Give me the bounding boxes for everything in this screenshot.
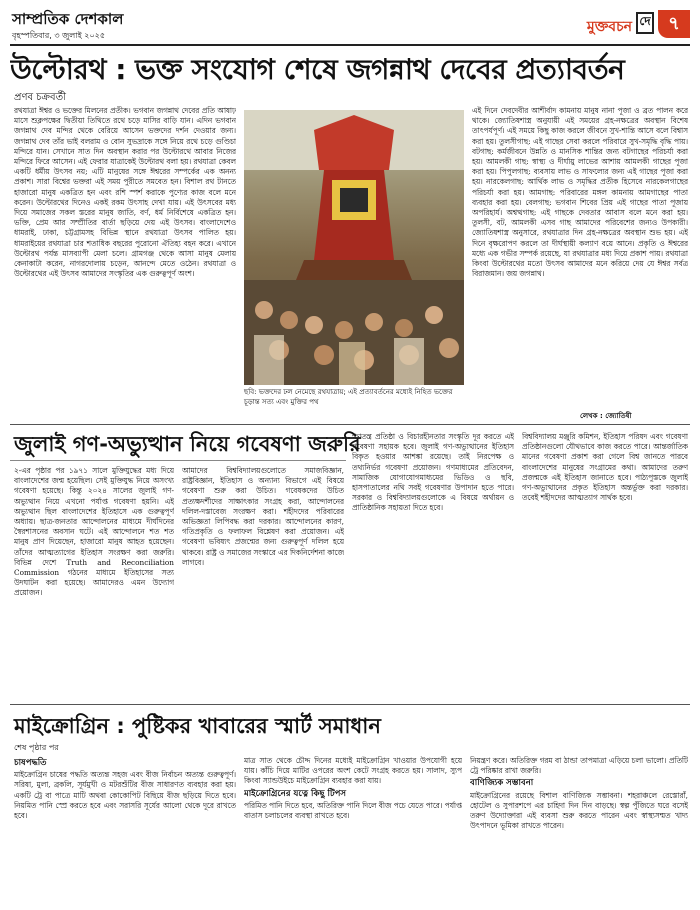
section-name: মুক্তবচন — [586, 19, 632, 35]
story2-column-3 — [352, 432, 514, 698]
masthead-divider — [10, 44, 690, 46]
story3-body-1: মাইক্রোগ্রিন চাষের পদ্ধতি অত্যন্ত সহজ এবং বীজ নির্বাচন অত্যন্ত গুরুত্বপূর্ণ। সরিষা, মুলা, ব্রকলি, সূর্যমুখী ও মটরশুঁটির বীজ সাধারণত ব্যবহার করা হয়। একটি ট্রে বা পাত্রে মাটি অথবা কোকোপিট বিছিয়ে বীজ ছড়িয়ে দিতে হবে। নিয়মিত পানি স্প্রে করতে হবে এবং সরাসরি সূর্যের আলো থেকে দূরে রাখতে হবে। — [14, 770, 236, 821]
story3-subhead-cultivation: চাষপদ্ধতি — [14, 758, 47, 768]
issue-date: বৃহস্পতিবার, ৩ জুলাই ২০২৫ — [12, 31, 106, 40]
rathayatra-photo — [244, 110, 464, 385]
story3-divider — [10, 704, 690, 705]
page-number: ৭ — [658, 10, 690, 38]
paper-logo-icon: দে — [636, 12, 654, 34]
story2-body-4: বিশ্ববিদ্যালয় মঞ্জুরি কমিশন, ইতিহাস পরিষদ এবং গবেষণা প্রতিষ্ঠানগুলো যৌথভাবে কাজ করতে পারে। আন্তর্জাতিক মানের গবেষণা প্রকাশ করা গেলে বিশ্ব জানতে পারবে বাংলাদেশের মানুষের সংগ্রামের কথা। আমাদের তরুণ প্রজন্মকে এই ইতিহাস জানাতে হবে। পাঠ্যপুস্তকে জুলাই গণ-অভ্যুত্থানের প্রকৃত ইতিহাস অন্তর্ভুক্ত করা দরকার। তবেই শহীদদের আত্মত্যাগ সার্থক হবে। — [522, 432, 688, 503]
story2-headline: জুলাই গণ-অভ্যুত্থান নিয়ে গবেষণা জরুরি — [14, 432, 361, 456]
story2-column-2 — [182, 466, 344, 698]
photo-caption: ছবি: ভক্তদের ঢল নেমেছে রথযাত্রায়; এই প্রত্যাবর্তনের মধ্যেই নিহিত ভক্তের চূড়ান্ত সত্য এবং মুক্তির পথ — [244, 388, 453, 406]
story1-byline: প্রণব চক্রবর্তী — [14, 92, 66, 103]
story3-column-3 — [470, 756, 688, 904]
masthead — [10, 6, 690, 46]
story2-headline-rule — [10, 460, 346, 461]
story1-body-right: এই দিনে দেবদেবীর আশীর্বাদ কামনায় মানুষ নানা পূজা ও ব্রত পালন করে থাকে। জ্যোতিষশাস্ত্র অনুযায়ী এই সময়ের গ্রহ-নক্ষত্রের অবস্থান বিশেষ তাৎপর্যপূর্ণ। এই সময়ে কিছু কাজ করলে জীবনে সুখ-শান্তি আসে বলে বিশ্বাস করা হয়। তুলসীগাছ: এই গাছের সেবা করলে পরিবারে সুখ-সমৃদ্ধি বৃদ্ধি পায়। বটগাছ: কর্মজীবনে উন্নতি ও মানসিক শান্তির জন্য বটগাছের পরিচর্যা করা হয়। আমলকী গাছ: স্বাস্থ্য ও দীর্ঘায়ু লাভের আশায় আমলকী গাছের পূজা করা হয়। পিপুলগাছ: ব্যবসায় লাভ ও সাফল্যের জন্য এই গাছের পূজা করা হয়। নারকেলগাছ: আর্থিক লাভ ও সমৃদ্ধির প্রতীক হিসেবে নারকেলগাছের পরিচর্যা করা হয়। আমগাছ: পরিবারের মঙ্গল কামনায় আমগাছের পাতা ব্যবহার করা হয়। বেলগাছ: ভগবান শিবের প্রিয় এই গাছের পাতা পূজায় অপরিহার্য। অশ্বত্থগাছ: এই গাছকে দেবতার আবাস বলে মনে করা হয়। তুলসী, বট, আমলকী এসব গাছ আমাদের পরিবেশের জন্যও উপকারী। জ্যোতিষশাস্ত্র অনুসারে, রথযাত্রার দিন গ্রহ-নক্ষত্রের অবস্থান শুভ হয়। এই দিনে বৃক্ষরোপণ করলে তা দীর্ঘস্থায়ী কল্যাণ বয়ে আনে। প্রকৃতি ও ঈশ্বরের মধ্যে এক গভীর সম্পর্ক রয়েছে, যা রথযাত্রার মধ্য দিয়ে প্রকাশ পায়। রথযাত্রা কিংবা উল্টোরথের মতো উৎসব আমাদের মনে করিয়ে দেয় যে ঈশ্বর সর্বত্র বিরাজমান। জয় জগন্নাথ। — [472, 106, 688, 279]
story3-column-2 — [244, 756, 462, 904]
story1-column-right — [472, 106, 688, 412]
story1-body-left: রথযাত্রা ঈশ্বর ও ভক্তের মিলনের প্রতীক। ভগবান জগন্নাথ দেবের প্রতি আষাঢ় মাসে শুক্লপক্ষের দ্বিতীয়া তিথিতে রথে চড়ে মাসির বাড়ি যান। এদিন ভগবান জগন্নাথ দেব মন্দির থেকে বেরিয়ে আসেন ভক্তদের দর্শন দেওয়ার জন্য। জগন্নাথ দেব তাঁর ভাই বলরাম ও বোন সুভদ্রাকে সঙ্গে নিয়ে রথে চড়ে গুণ্ডিচা মন্দিরে যান। সেখানে সাত দিন অবস্থান করার পর উল্টোরথে আবার নিজের মন্দিরে ফিরে আসেন। এই ফেরার যাত্রাকেই উল্টোরথ বলা হয়। রথযাত্রা কেবল একটি ধর্মীয় উৎসব নয়; এটি মানুষের সঙ্গে ঈশ্বরের সম্পর্কের এক অনন্য প্রকাশ। সারা বিশ্বের ভক্তরা এই সময় পুরীতে সমবেত হন। বিশাল রথ টানতে হাজারো মানুষ একত্রিত হন এবং রশি স্পর্শ করাকে পুণ্যের কাজ বলে মনে করেন। উল্টোরথের দিনেও একই রকম উৎসাহ দেখা যায়। এই উৎসবের মধ্য দিয়ে সমাজের সকল স্তরের মানুষ জাতি, বর্ণ, ধর্ম নির্বিশেষে একত্রিত হন। ভক্তি, প্রেম আর সম্প্রীতির বার্তা ছড়িয়ে দেয় এই উৎসব। বাংলাদেশেও ধামরাই, ঢাকা, চট্টগ্রামসহ বিভিন্ন স্থানে রথযাত্রা উৎসব পালিত হয়। ধামরাইয়ের রথযাত্রা চার শতাধিক বছরের পুরোনো ঐতিহ্য বহন করে। এখানে উল্টোরথ পর্যন্ত মাসব্যাপী মেলা চলে। গ্রামগঞ্জ থেকে আসা মানুষ মেলায় কেনাকাটা করেন, নাগরদোলায় চড়েন, আনন্দে মেতে ওঠেন। রথযাত্রা ও উল্টোরথের এই উৎসব আমাদের সংস্কৃতির এক গুরুত্বপূর্ণ অংশ। — [14, 106, 236, 279]
story3-body-3b: মাইক্রোগ্রিনের রয়েছে বিশাল বাণিজ্যিক সম্ভাবনা। শহরাঞ্চলে রেস্তোরাঁ, হোটেল ও সুপারশপে এর চাহিদা দিন দিন বাড়ছে। স্বল্প পুঁজিতে ঘরে বসেই তরুণ উদ্যোক্তারা এই ব্যবসা শুরু করতে পারেন এবং স্বাস্থ্যসম্মত খাদ্য উৎপাদনে ভূমিকা রাখতে পারেন। — [470, 790, 688, 831]
story2-divider — [10, 424, 690, 425]
story2-body-3: গণতন্ত্র প্রতিষ্ঠা ও বিচারহীনতার সংস্কৃতি দূর করতে এই গবেষণা সহায়ক হবে। জুলাই গণ-অভ্যুত্থানের ইতিহাস বিকৃত হওয়ার আশঙ্কা রয়েছে। তাই নিরপেক্ষ ও তথ্যনির্ভর গবেষণা প্রয়োজন। গণমাধ্যমের প্রতিবেদন, সামাজিক যোগাযোগমাধ্যমের ভিডিও ও ছবি, হাসপাতালের নথি সবই গবেষণার উপাদান হতে পারে। সরকার ও বিশ্ববিদ্যালয়গুলোকে এ বিষয়ে অর্থায়ন ও প্রাতিষ্ঠানিক সহায়তা দিতে হবে। — [352, 432, 514, 513]
story1-headline: উল্টোরথ : ভক্ত সংযোগ শেষে জগন্নাথ দেবের প্রত্যাবর্তন — [10, 53, 625, 86]
story3-headline: মাইক্রোগ্রিন : পুষ্টিকর খাবারের স্মার্ট সমাধান — [14, 714, 381, 738]
story2-column-1 — [14, 466, 174, 698]
story3-body-2: মাত্র সাত থেকে চৌদ্দ দিনের মধ্যেই মাইক্রোগ্রিন খাওয়ার উপযোগী হয়ে যায়। কাঁচি দিয়ে মাটির ওপরের অংশ কেটে সংগ্রহ করতে হয়। সালাদ, স্যুপ কিংবা স্যান্ডউইচে মাইক্রোগ্রিন ব্যবহার করা যায়। — [244, 756, 462, 786]
story2-body-2: আমাদের বিশ্ববিদ্যালয়গুলোতে সমাজবিজ্ঞান, রাষ্ট্রবিজ্ঞান, ইতিহাস ও অন্যান্য বিভাগে এই বিষয়ে গবেষণা শুরু করা উচিত। গবেষকদের উচিত প্রত্যক্ষদর্শীদের সাক্ষাৎকার সংগ্রহ করা, আন্দোলনের দলিল-দস্তাবেজ সংরক্ষণ করা। শহীদদের পরিবারের অভিজ্ঞতা লিপিবদ্ধ করা দরকার। আন্দোলনের কারণ, গতিপ্রকৃতি ও ফলাফল বিশ্লেষণ করা প্রয়োজন। এই গবেষণা ভবিষ্যৎ প্রজন্মের জন্য গুরুত্বপূর্ণ দলিল হয়ে থাকবে। রাষ্ট্র ও সমাজের সংস্কারে এর দিকনির্দেশনা কাজে লাগবে। — [182, 466, 344, 567]
story3-column-1 — [14, 756, 236, 904]
story1-column-left — [14, 106, 236, 420]
story3-subhead-care-tips: মাইক্রোগ্রিনের যত্নে কিছু টিপস — [244, 788, 346, 799]
story3-body-2b: পরিমিত পানি দিতে হবে, অতিরিক্ত পানি দিলে বীজ পচে যেতে পারে। পর্যাপ্ত বাতাস চলাচলের ব্যবস্থা রাখতে হবে। — [244, 800, 462, 821]
story3-subhead-commercial: বাণিজ্যিক সম্ভাবনা — [470, 778, 534, 789]
story2-column-4 — [522, 432, 688, 698]
author-note: লেখক : জ্যোতিষী — [580, 412, 632, 420]
story3-body-3: নিয়ন্ত্রণ করে। অতিরিক্ত গরম বা ঠান্ডা তাপমাত্রা এড়িয়ে চলা ভালো। প্রতিটি ট্রে পরিষ্কার রাখা জরুরি। — [470, 756, 688, 776]
story3-continuation: শেষ পৃষ্ঠার পর — [14, 743, 59, 752]
paper-name: সাম্প্রতিক দেশকাল — [12, 10, 124, 28]
story2-body-1: ২-এর পৃষ্ঠার পর ১৯৭১ সালে মুক্তিযুদ্ধের মধ্য দিয়ে বাংলাদেশের জন্ম হয়েছিল। সেই মুক্তিযুদ্ধ নিয়ে অসংখ্য গবেষণা হয়েছে। কিন্তু ২০২৪ সালের জুলাই গণ-অভ্যুত্থান নিয়ে এখনো পর্যাপ্ত গবেষণা হয়নি। এই অভ্যুত্থান ছিল বাংলাদেশের ইতিহাসে এক গুরুত্বপূর্ণ অধ্যায়। ছাত্র-জনতার আন্দোলনের মাধ্যমে দীর্ঘদিনের স্বৈরশাসনের অবসান ঘটে। এই আন্দোলনে শত শত মানুষ প্রাণ দিয়েছেন, হাজারো মানুষ আহত হয়েছেন। তাঁদের আত্মত্যাগের ইতিহাস সংরক্ষণ করা জরুরি। বিভিন্ন দেশে Truth and Reconciliation Commission গঠনের মাধ্যমে ইতিহাসের সত্য উদঘাটন করা হয়েছে। আমাদেরও এমন উদ্যোগ প্রয়োজন। — [14, 466, 174, 598]
